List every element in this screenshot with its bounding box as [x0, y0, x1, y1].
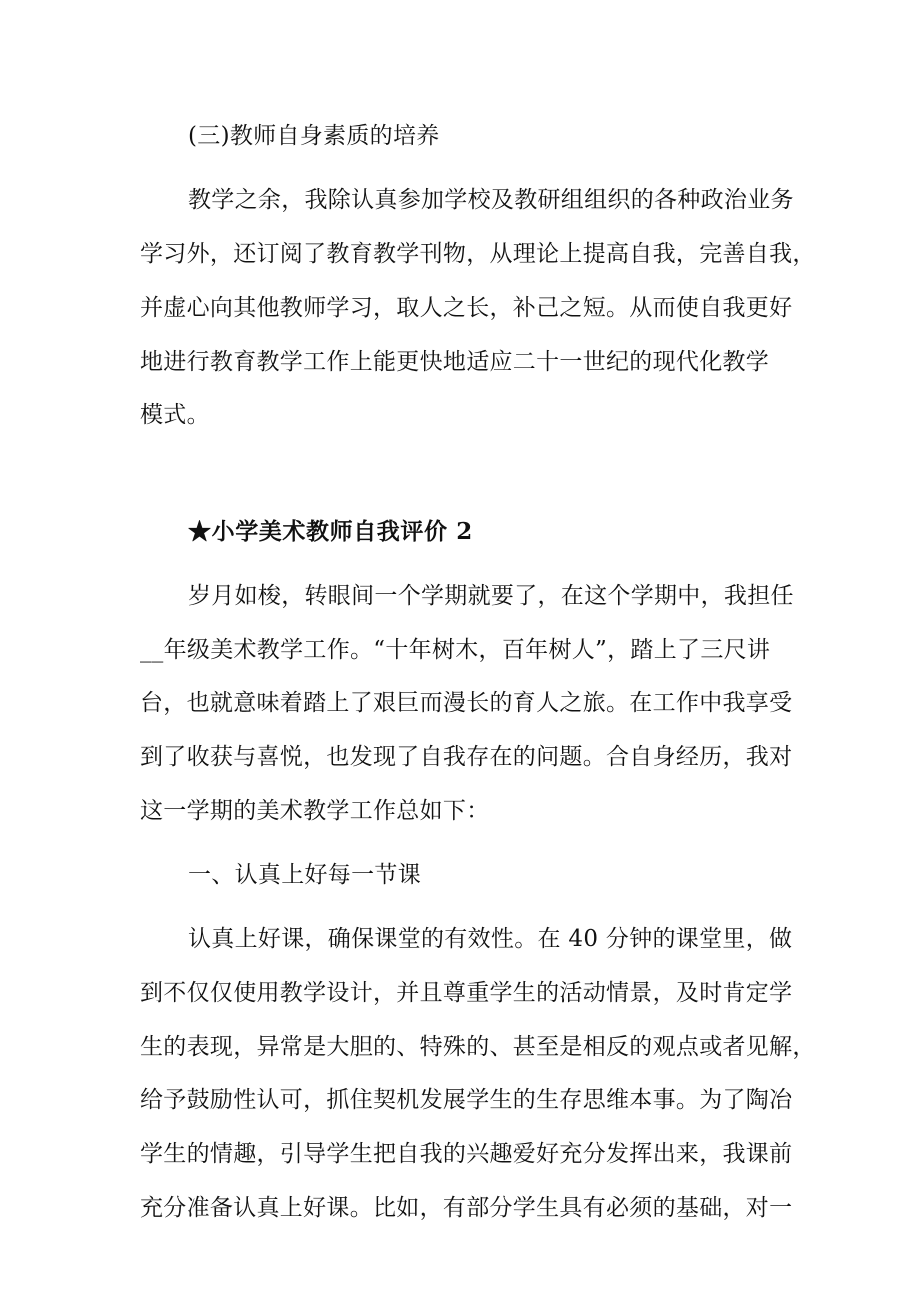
- paragraph-line: 到了收获与喜悦，也发现了自我存在的问题。合自身经历，我对: [140, 744, 793, 770]
- paragraph-line: 认真上好课，确保课堂的有效性。在 40 分钟的课堂里，做: [188, 926, 793, 952]
- section-subheading: 一、认真上好每一节课: [188, 862, 421, 888]
- section-heading: (三)教师自身素质的培养: [188, 123, 440, 149]
- paragraph-line: 模式。: [140, 402, 210, 428]
- paragraph-line: 并虚心向其他教师学习，取人之长，补己之短。从而使自我更好: [140, 295, 793, 321]
- paragraph-line: 充分准备认真上好课。比如，有部分学生具有必须的基础，对一: [140, 1195, 793, 1221]
- paragraph-line: 教学之余，我除认真参加学校及教研组组织的各种政治业务: [188, 187, 794, 213]
- paragraph-line: 地进行教育教学工作上能更快地适应二十一世纪的现代化教学: [140, 349, 770, 375]
- paragraph-line: __年级美术教学工作。“十年树木，百年树人”，踏上了三尺讲: [140, 637, 771, 663]
- paragraph-line: 岁月如梭，转眼间一个学期就要了，在这个学期中，我担任: [188, 583, 794, 609]
- paragraph-line: 这一学期的美术教学工作总如下：: [140, 798, 490, 824]
- paragraph-line: 学习外，还订阅了教育教学刊物，从理论上提高自我，完善自我，: [140, 241, 816, 267]
- paragraph-line: 给予鼓励性认可，抓住契机发展学生的生存思维本事。为了陶冶: [140, 1087, 793, 1113]
- paragraph-line: 台，也就意味着踏上了艰巨而漫长的育人之旅。在工作中我享受: [140, 690, 793, 716]
- paragraph-line: 学生的情趣，引导学生把自我的兴趣爱好充分发挥出来，我课前: [140, 1141, 793, 1167]
- paragraph-line: 生的表现，异常是大胆的、特殊的、甚至是相反的观点或者见解，: [140, 1034, 816, 1060]
- article-title: ★小学美术教师自我评价 2: [188, 518, 473, 545]
- paragraph-line: 到不仅仅使用教学设计，并且尊重学生的活动情景，及时肯定学: [140, 980, 793, 1006]
